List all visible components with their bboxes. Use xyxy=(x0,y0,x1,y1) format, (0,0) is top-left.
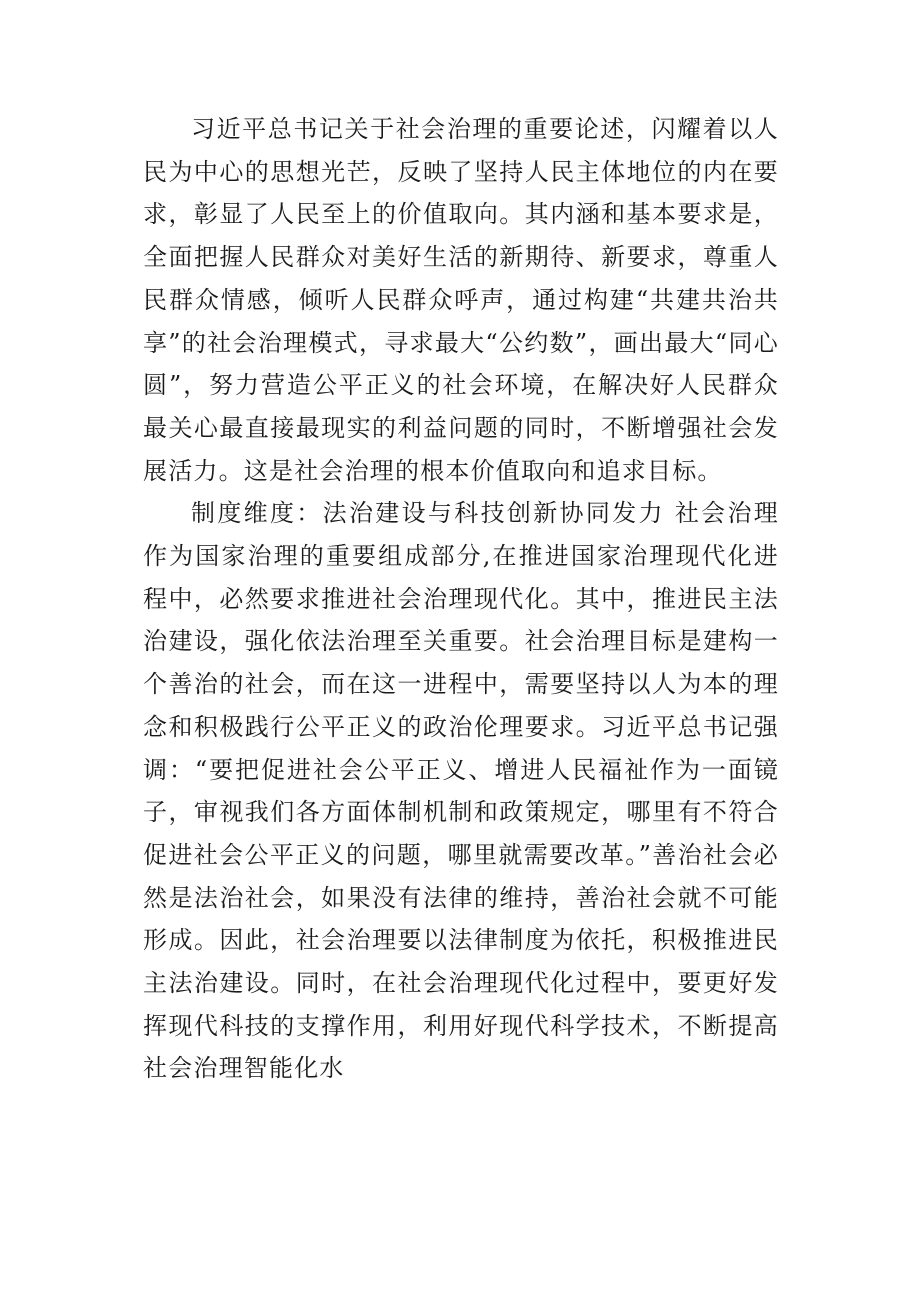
document-body xyxy=(143,108,779,1090)
paragraph-institutional-dimension: 制度维度：法治建设与科技创新协同发力 社会治理作为国家治理的重要组成部分,在推进国家治理现代化进程中，必然要求推进社会治理现代化。其中，推进民主法治建设，强化依法治理至关重要。社会治理目标是建构一个善治的社会，而在这一进程中，需要坚持以人为本的理念和积极践行公平正义的政治伦理要求。习近平总书记强调：“要把促进社会公平正义、增进人民福祉作为一面镜子，审视我们各方面体制机制和政策规定，哪里有不符合促进社会公平正义的问题，哪里就需要改革。”善治社会必然是法治社会，如果没有法律的维持，善治社会就不可能形成。因此，社会治理要以法律制度为依托，积极推进民主法治建设。同时，在社会治理现代化过程中，要更好发挥现代科技的支撑作用，利用好现代科学技术，不断提高社会治理智能化水 xyxy=(143,499,779,1083)
paragraph-social-governance-values: 习近平总书记关于社会治理的重要论述，闪耀着以人民为中心的思想光芒，反映了坚持人民主体地位的内在要求，彰显了人民至上的价值取向。其内涵和基本要求是，全面把握人民群众对美好生活的新期待、新要求，尊重人民群众情感，倾听人民群众呼声，通过构建“共建共治共享”的社会治理模式，寻求最大“公约数”，画出最大“同心圆”，努力营造公平正义的社会环境，在解决好人民群众最关心最直接最现实的利益问题的同时，不断增强社会发展活力。这是社会治理的根本价值取向和追求目标。 xyxy=(143,115,779,485)
